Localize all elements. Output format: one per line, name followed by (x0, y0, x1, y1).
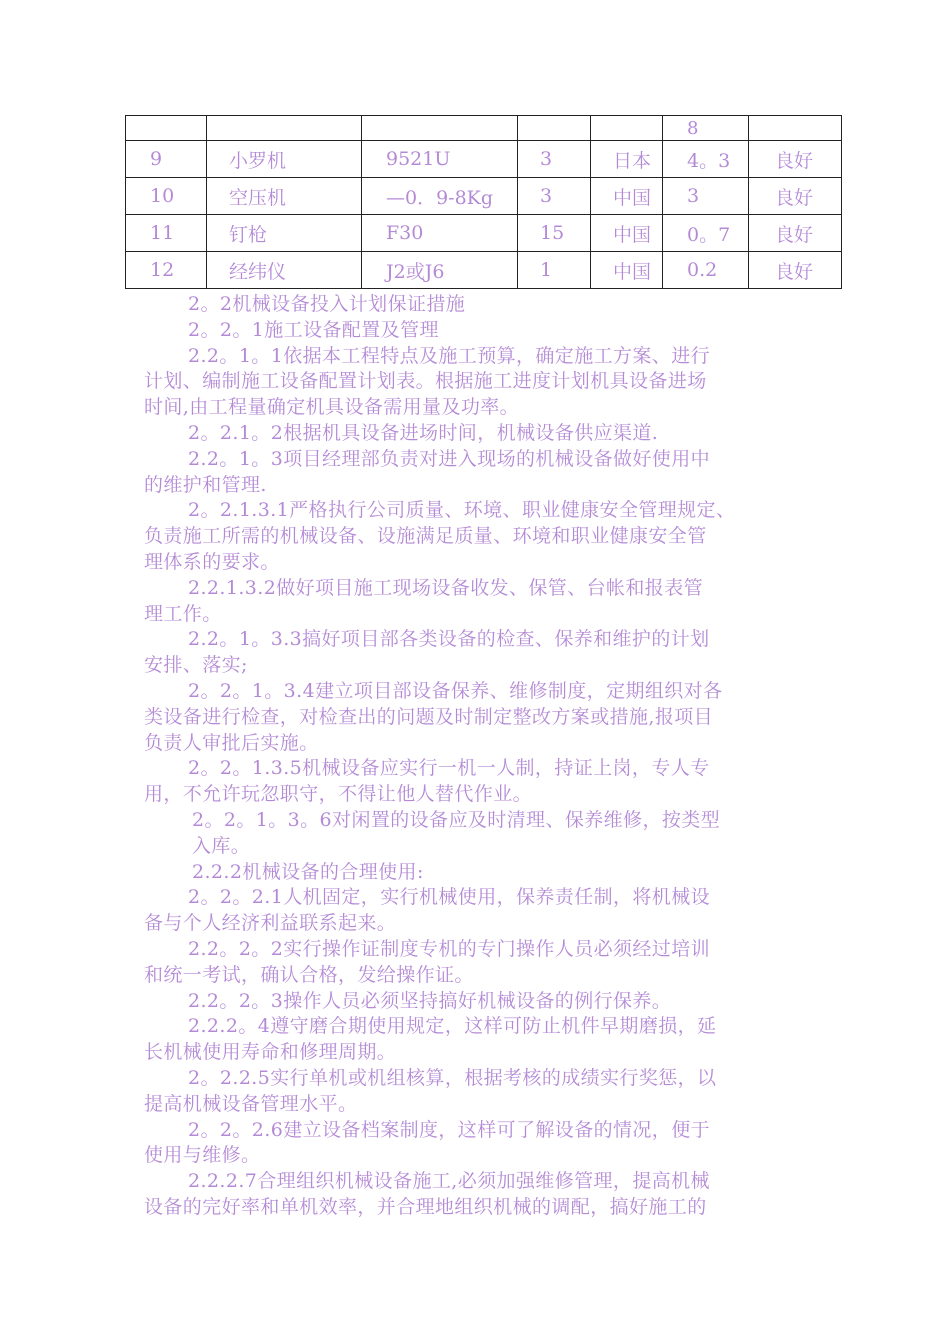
table-cell: 日本 (591, 141, 663, 178)
paragraph-line: 安排、落实; (144, 654, 248, 677)
table-cell: 中国 (591, 215, 663, 252)
table-cell: F30 (362, 215, 518, 252)
paragraph-line: 时间,由工程量确定机具设备需用量及功率。 (144, 396, 520, 419)
table-cell: 0。7 (663, 215, 749, 252)
paragraph-line: 长机械使用寿命和修理周期。 (144, 1041, 397, 1064)
table-cell: 3 (518, 141, 591, 178)
paragraph-line-first: 2。2。1施工设备配置及管理 (188, 318, 439, 341)
table-cell: 3 (518, 178, 591, 215)
paragraph-line-first: 2。2.1.3.1严格执行公司质量、环境、职业健康安全管理规定、 (188, 499, 736, 522)
paragraph-line-first: 2。2。2.6建立设备档案制度，这样可了解设备的情况，便于 (188, 1118, 710, 1141)
paragraph-line: 入库。 (192, 834, 251, 857)
paragraph-line: 理体系的要求。 (144, 550, 280, 573)
paragraph-line-first: 2.2.2机械设备的合理使用: (192, 860, 424, 883)
paragraph-line-first: 2.2。2。3操作人员必须坚持搞好机械设备的例行保养。 (188, 989, 672, 1012)
paragraph-line: 负责人审批后实施。 (144, 731, 319, 754)
paragraph-line-first: 2。2.2.5实行单机或机组核算，根据考核的成绩实行奖惩，以 (188, 1066, 717, 1089)
paragraph-line-first: 2。2。1。3.4建立项目部设备保养、维修制度，定期组织对各 (188, 679, 723, 702)
table-row (126, 141, 842, 178)
paragraph-line: 理工作。 (144, 602, 222, 625)
equipment-table (125, 115, 842, 289)
paragraph-line: 计划、编制施工设备配置计划表。根据施工进度计划机具设备进场 (144, 370, 707, 393)
table-row (126, 116, 842, 141)
table-cell: —0．9-8Kg (362, 178, 518, 215)
table-cell: 良好 (749, 215, 842, 252)
paragraph-line: 和统一考试，确认合格，发给操作证。 (144, 963, 474, 986)
paragraph-line-first: 2.2。1。1依据本工程特点及施工预算，确定施工方案、进行 (188, 344, 710, 367)
document-body (144, 292, 824, 1221)
table-cell: 良好 (749, 178, 842, 215)
table-cell (126, 116, 207, 141)
paragraph-line: 使用与维修。 (144, 1144, 261, 1167)
table-cell: 0.2 (663, 252, 749, 289)
table-cell: 4。3 (663, 141, 749, 178)
table-cell: 小罗机 (207, 141, 362, 178)
table-cell: 空压机 (207, 178, 362, 215)
table-cell: 1 (518, 252, 591, 289)
paragraph-line: 设备的完好率和单机效率，并合理地组织机械的调配，搞好施工的 (144, 1195, 707, 1218)
paragraph-line-first: 2.2.2。4遵守磨合期使用规定，这样可防止机件早期磨损，延 (188, 1015, 717, 1038)
paragraph-line: 备与个人经济利益联系起来。 (144, 912, 397, 935)
paragraph-line: 提高机械设备管理水平。 (144, 1092, 358, 1115)
table-cell: 良好 (749, 141, 842, 178)
table-cell: 良好 (749, 252, 842, 289)
paragraph-line-first: 2。2.1。2根据机具设备进场时间，机械设备供应渠道. (188, 421, 659, 444)
table-cell: 钉枪 (207, 215, 362, 252)
table-cell: 9 (126, 141, 207, 178)
table-cell: 3 (663, 178, 749, 215)
paragraph-line: 的维护和管理. (144, 473, 267, 496)
paragraph-line-first: 2.2.2.7合理组织机械设备施工,必须加强维修管理，提高机械 (188, 1170, 710, 1193)
paragraph-line-first: 2.2。1。3项目经理部负责对进入现场的机械设备做好使用中 (188, 447, 710, 470)
paragraph-line-first: 2。2。1.3.5机械设备应实行一机一人制，持证上岗，专人专 (188, 757, 710, 780)
table-row (126, 178, 842, 215)
table-cell: 10 (126, 178, 207, 215)
table-cell (591, 116, 663, 141)
paragraph-line-first: 2.2。1。3.3搞好项目部各类设备的检查、保养和维护的计划 (188, 628, 710, 651)
paragraph-line-first: 2.2.1.3.2做好项目施工现场设备收发、保管、台帐和报表管 (188, 576, 704, 599)
paragraph-line-first: 2.2。2。2实行操作证制度专机的专门操作人员必须经过培训 (188, 937, 710, 960)
table-cell (749, 116, 842, 141)
table-cell: 11 (126, 215, 207, 252)
paragraph-line-first: 2。2。1。3。6对闲置的设备应及时清理、保养维修，按类型 (192, 808, 721, 831)
table-cell: 15 (518, 215, 591, 252)
paragraph-line: 负责施工所需的机械设备、设施满足质量、环境和职业健康安全管 (144, 525, 707, 548)
table-cell: 9521U (362, 141, 518, 178)
table-cell (207, 116, 362, 141)
table-cell: 8 (663, 116, 749, 141)
paragraph-line-first: 2。2机械设备投入计划保证措施 (188, 293, 466, 315)
table-cell: 经纬仪 (207, 252, 362, 289)
paragraph-line-first: 2。2。2.1人机固定，实行机械使用，保养责任制，将机械设 (188, 886, 710, 909)
table-cell (518, 116, 591, 141)
table-row (126, 215, 842, 252)
table-cell (362, 116, 518, 141)
table-cell: 中国 (591, 252, 663, 289)
table-cell: 中国 (591, 178, 663, 215)
table-cell: J2或J6 (362, 252, 518, 289)
table-row (126, 252, 842, 289)
paragraph-line: 用，不允许玩忽职守，不得让他人替代作业。 (144, 783, 533, 806)
table-cell: 12 (126, 252, 207, 289)
paragraph-line: 类设备进行检查，对检查出的问题及时制定整改方案或措施,报项目 (144, 705, 714, 728)
